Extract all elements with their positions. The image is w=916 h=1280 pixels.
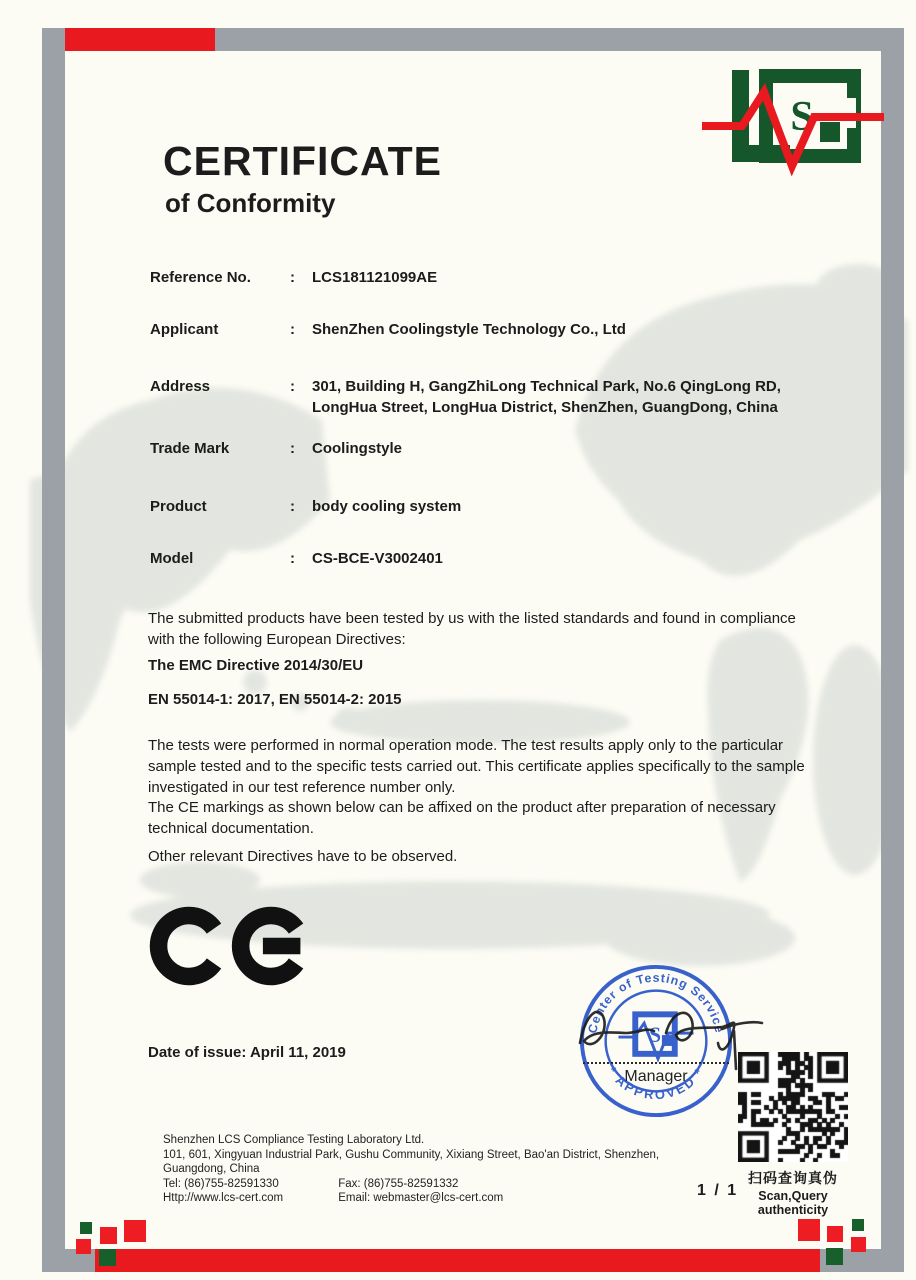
- logo-letter: S: [790, 94, 814, 140]
- footer-tel: Tel: (86)755-82591330: [163, 1177, 279, 1190]
- field-trade-mark: [150, 438, 830, 459]
- stamp-arc-bottom-text: * APPROVED *: [604, 1064, 708, 1103]
- field-colon: :: [290, 440, 295, 457]
- field-colon: :: [290, 321, 295, 338]
- footer-company: Shenzhen LCS Compliance Testing Laboratory Ltd.: [163, 1134, 425, 1146]
- signature-line: [583, 1062, 729, 1064]
- corner-square: [76, 1239, 91, 1254]
- corner-square: [798, 1219, 820, 1241]
- footer-web: Http://www.lcs-cert.com: [163, 1192, 284, 1204]
- field-value: CS-BCE-V3002401: [312, 550, 443, 567]
- lcs-logo: [702, 64, 884, 176]
- field-label: Product: [150, 498, 207, 515]
- field-model: [150, 548, 830, 569]
- paragraph-ce-marking: The CE markings as shown below can be affixed on the product after preparation of necessary technical documentation.: [148, 799, 776, 837]
- field-label: Trade Mark: [150, 440, 230, 457]
- footer-address-line1: 101, 601, Xingyuan Industrial Park, Gushu Community, Xixiang Street, Bao'an District, Shenzhen,: [163, 1148, 660, 1161]
- field-value: Coolingstyle: [312, 440, 403, 457]
- field-label: Reference No.: [150, 269, 251, 286]
- field-label: Address: [150, 378, 211, 395]
- corner-square: [124, 1220, 146, 1242]
- qr-block: [735, 1052, 851, 1217]
- corner-square: [827, 1226, 843, 1242]
- corner-square: [851, 1237, 866, 1252]
- frame-bottom-red-segment: [95, 1249, 820, 1272]
- signer-role: Manager: [624, 1068, 688, 1085]
- corner-square: [99, 1249, 116, 1266]
- field-colon: :: [290, 378, 295, 395]
- paragraph-standards: EN 55014-1: 2017, EN 55014-2: 2015: [148, 691, 402, 708]
- field-colon: :: [290, 498, 295, 515]
- field-reference-no: [150, 267, 830, 288]
- field-label: Applicant: [150, 321, 219, 338]
- certificate-subtitle: of Conformity: [165, 188, 336, 218]
- qr-code: [738, 1052, 848, 1162]
- stamp-center-letter: S: [648, 1022, 662, 1047]
- paragraph-intro: The submitted products have been tested by us with the listed standards and found in compliance with the following European Directives:: [148, 610, 796, 648]
- field-value: 301, Building H, GangZhiLong Technical Park, No.6 QingLong RD, LongHua Street, LongHua District, ShenZhen, GuangDong, China: [312, 378, 781, 416]
- qr-label-cn: 扫码查询真伪: [748, 1170, 838, 1186]
- stamp-arc-top-text: Center of Testing Service: [585, 970, 727, 1035]
- field-colon: :: [290, 269, 295, 286]
- corner-square: [852, 1219, 864, 1231]
- footer-block: [163, 1133, 723, 1206]
- paragraph-tests: The tests were performed in normal operation mode. The test results apply only to the particular sample tested and to the specific tests carried out. This certificate applies specifically to the sample investigated in our test reference number only.: [148, 737, 805, 796]
- certificate-title: CERTIFICATE: [163, 138, 443, 184]
- page-number: 1 / 1: [697, 1182, 739, 1199]
- field-label: Model: [150, 550, 194, 567]
- field-value: LCS181121099AE: [312, 269, 438, 286]
- footer-fax: Fax: (86)755-82591332: [338, 1177, 459, 1190]
- corner-square: [826, 1248, 843, 1265]
- corner-square: [80, 1222, 92, 1234]
- paragraph-other: Other relevant Directives have to be observed.: [148, 848, 458, 865]
- field-product: [150, 496, 830, 517]
- frame-top-red-segment: [65, 28, 215, 51]
- footer-email: Email: webmaster@lcs-cert.com: [338, 1192, 504, 1204]
- qr-label-en: Scan,Query authenticity: [757, 1189, 829, 1217]
- frame-left-bar: [42, 28, 65, 1272]
- ce-mark-icon: [148, 886, 318, 1011]
- footer-address-line2: Guangdong, China: [163, 1163, 260, 1175]
- date-of-issue: Date of issue: April 11, 2019: [148, 1044, 346, 1061]
- paragraph-directive: The EMC Directive 2014/30/EU: [148, 657, 364, 674]
- field-value: body cooling system: [312, 498, 462, 515]
- field-value: ShenZhen Coolingstyle Technology Co., Ltd: [312, 321, 626, 338]
- field-applicant: [150, 319, 830, 340]
- frame-right-bar: [881, 28, 904, 1272]
- corner-square: [100, 1227, 117, 1244]
- field-colon: :: [290, 550, 295, 567]
- field-address: [150, 376, 830, 418]
